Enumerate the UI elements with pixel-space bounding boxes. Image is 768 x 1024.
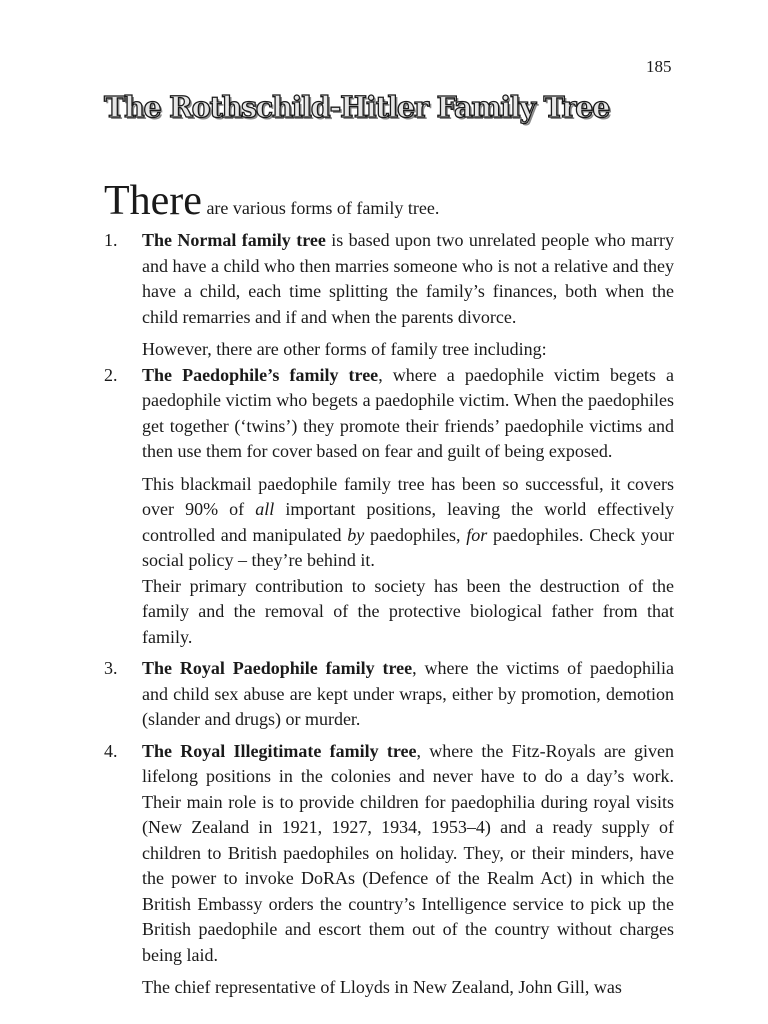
list-item-2 [104,363,674,651]
intro-paragraph [104,180,674,222]
list-item-3 [104,656,674,733]
item-paragraph [142,228,674,330]
intro-text: are various forms of family tree. [201,198,440,218]
item-term: The Royal Illegitimate family tree [142,740,417,761]
chapter-title: The Rothschild-Hitler Family Tree [104,90,610,124]
text-run: important positions, leaving the world effectively controlled and manipulated [142,499,674,545]
text-run: paedophiles, [364,524,467,545]
text-run: paedophiles. Check your social policy – they’re behind it. [142,524,675,570]
item-body [142,363,674,651]
list-item-1 [104,228,674,330]
item-term: The Paedophile’s family tree [142,364,379,385]
item-text: is based upon two unrelated people who marry and have a child who then marries someone who is not a relative and they have a child, each time splitting the family’s finances, both when the child remarries and if and when the parents divorce. [142,230,674,327]
item-body [142,656,674,733]
item-text: , where the Fitz-Royals are given lifelong positions in the colonies and never have to do a day’s work. Their main role is to provide children for paedophilia during royal visits (New Zealand in 1921, 1927, 1934, 1953–4) and a ready supply of children to British paedophiles on holiday. They, or their minders, have the power to invoke DoRAs (Defence of the Realm Act) in which the British Embassy orders the country’s Intelligence service to pick up the British paedophile and escort them out of the country without charges being laid. [142,740,674,965]
item-number: 4. [104,740,118,761]
item-paragraph [142,739,674,969]
text-run: This blackmail paedophile family tree has been so successful, it covers over 90% of [142,473,674,519]
page-number: 185 [646,57,672,76]
chapter-body [104,180,674,1001]
emphasis-all: all [255,499,275,519]
item-number: 3. [104,658,118,678]
emphasis-by: by [347,524,365,545]
list-item-4 [104,739,674,969]
item-body [142,739,674,969]
item-body [142,228,674,330]
emphasis-for: for [466,524,488,545]
item-paragraph-3: Their primary contribution to society has been the destruction of the family and the removal of the protective biological father from that family. [142,575,674,647]
item-text: , where the victims of paedophilia and child sex abuse are kept under wraps, either by promotion, demotion (slander and drugs) or murder. [142,658,674,729]
interlude-paragraph: However, there are other forms of family tree including: [142,339,547,359]
item-paragraph [142,363,674,465]
item-term: The Normal family tree [142,230,326,250]
drop-cap-word: There [104,178,202,224]
item-term: The Royal Paedophile family tree [142,658,413,678]
item-number: 1. [104,230,118,250]
item-text: , where a paedophile victim begets a paedophile victim who begets a paedophile victim. When the paedophiles get together (‘twins’) they promote their friends’ paedophile victims and then use them for cover based on fear and guilt of being exposed. [142,364,674,461]
item-paragraph-2 [142,472,674,574]
final-paragraph: The chief representative of Lloyds in New Zealand, John Gill, was [142,977,622,997]
item-number: 2. [104,364,118,385]
item-paragraph [142,656,674,733]
